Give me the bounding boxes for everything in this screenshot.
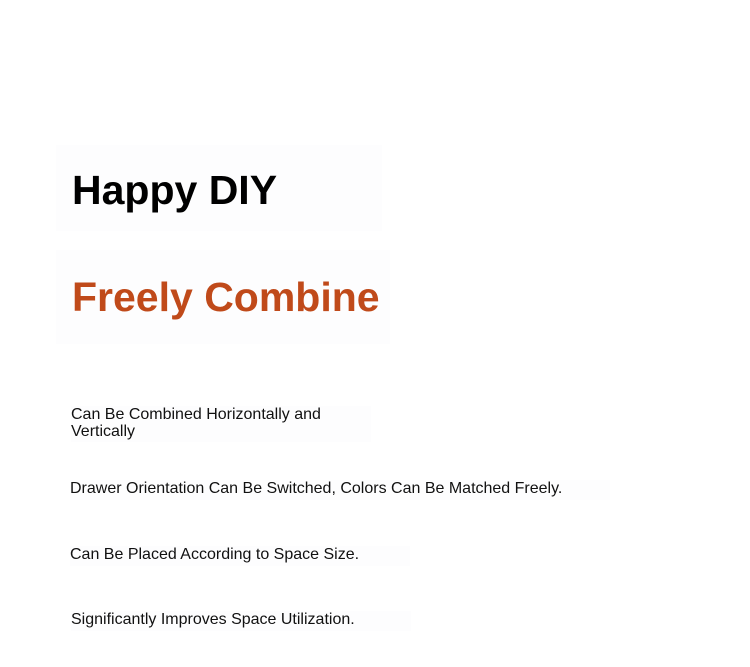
feature-text: Significantly Improves Space Utilization. — [71, 611, 355, 628]
feature-text: Can Be Combined Horizontally and Vertically — [71, 406, 321, 440]
page-subtitle: Freely Combine — [72, 274, 380, 320]
feature-item-orientation — [70, 480, 610, 500]
subtitle-block — [56, 250, 390, 344]
page-title: Happy DIY — [72, 167, 278, 213]
feature-text: Can Be Placed According to Space Size. — [70, 546, 360, 563]
feature-item-space — [71, 611, 411, 631]
title-block — [56, 145, 382, 231]
feature-text: Drawer Orientation Can Be Switched, Colors Can Be Matched Freely. — [70, 480, 563, 497]
feature-item-placement — [70, 546, 410, 566]
feature-item-combine — [71, 406, 371, 442]
